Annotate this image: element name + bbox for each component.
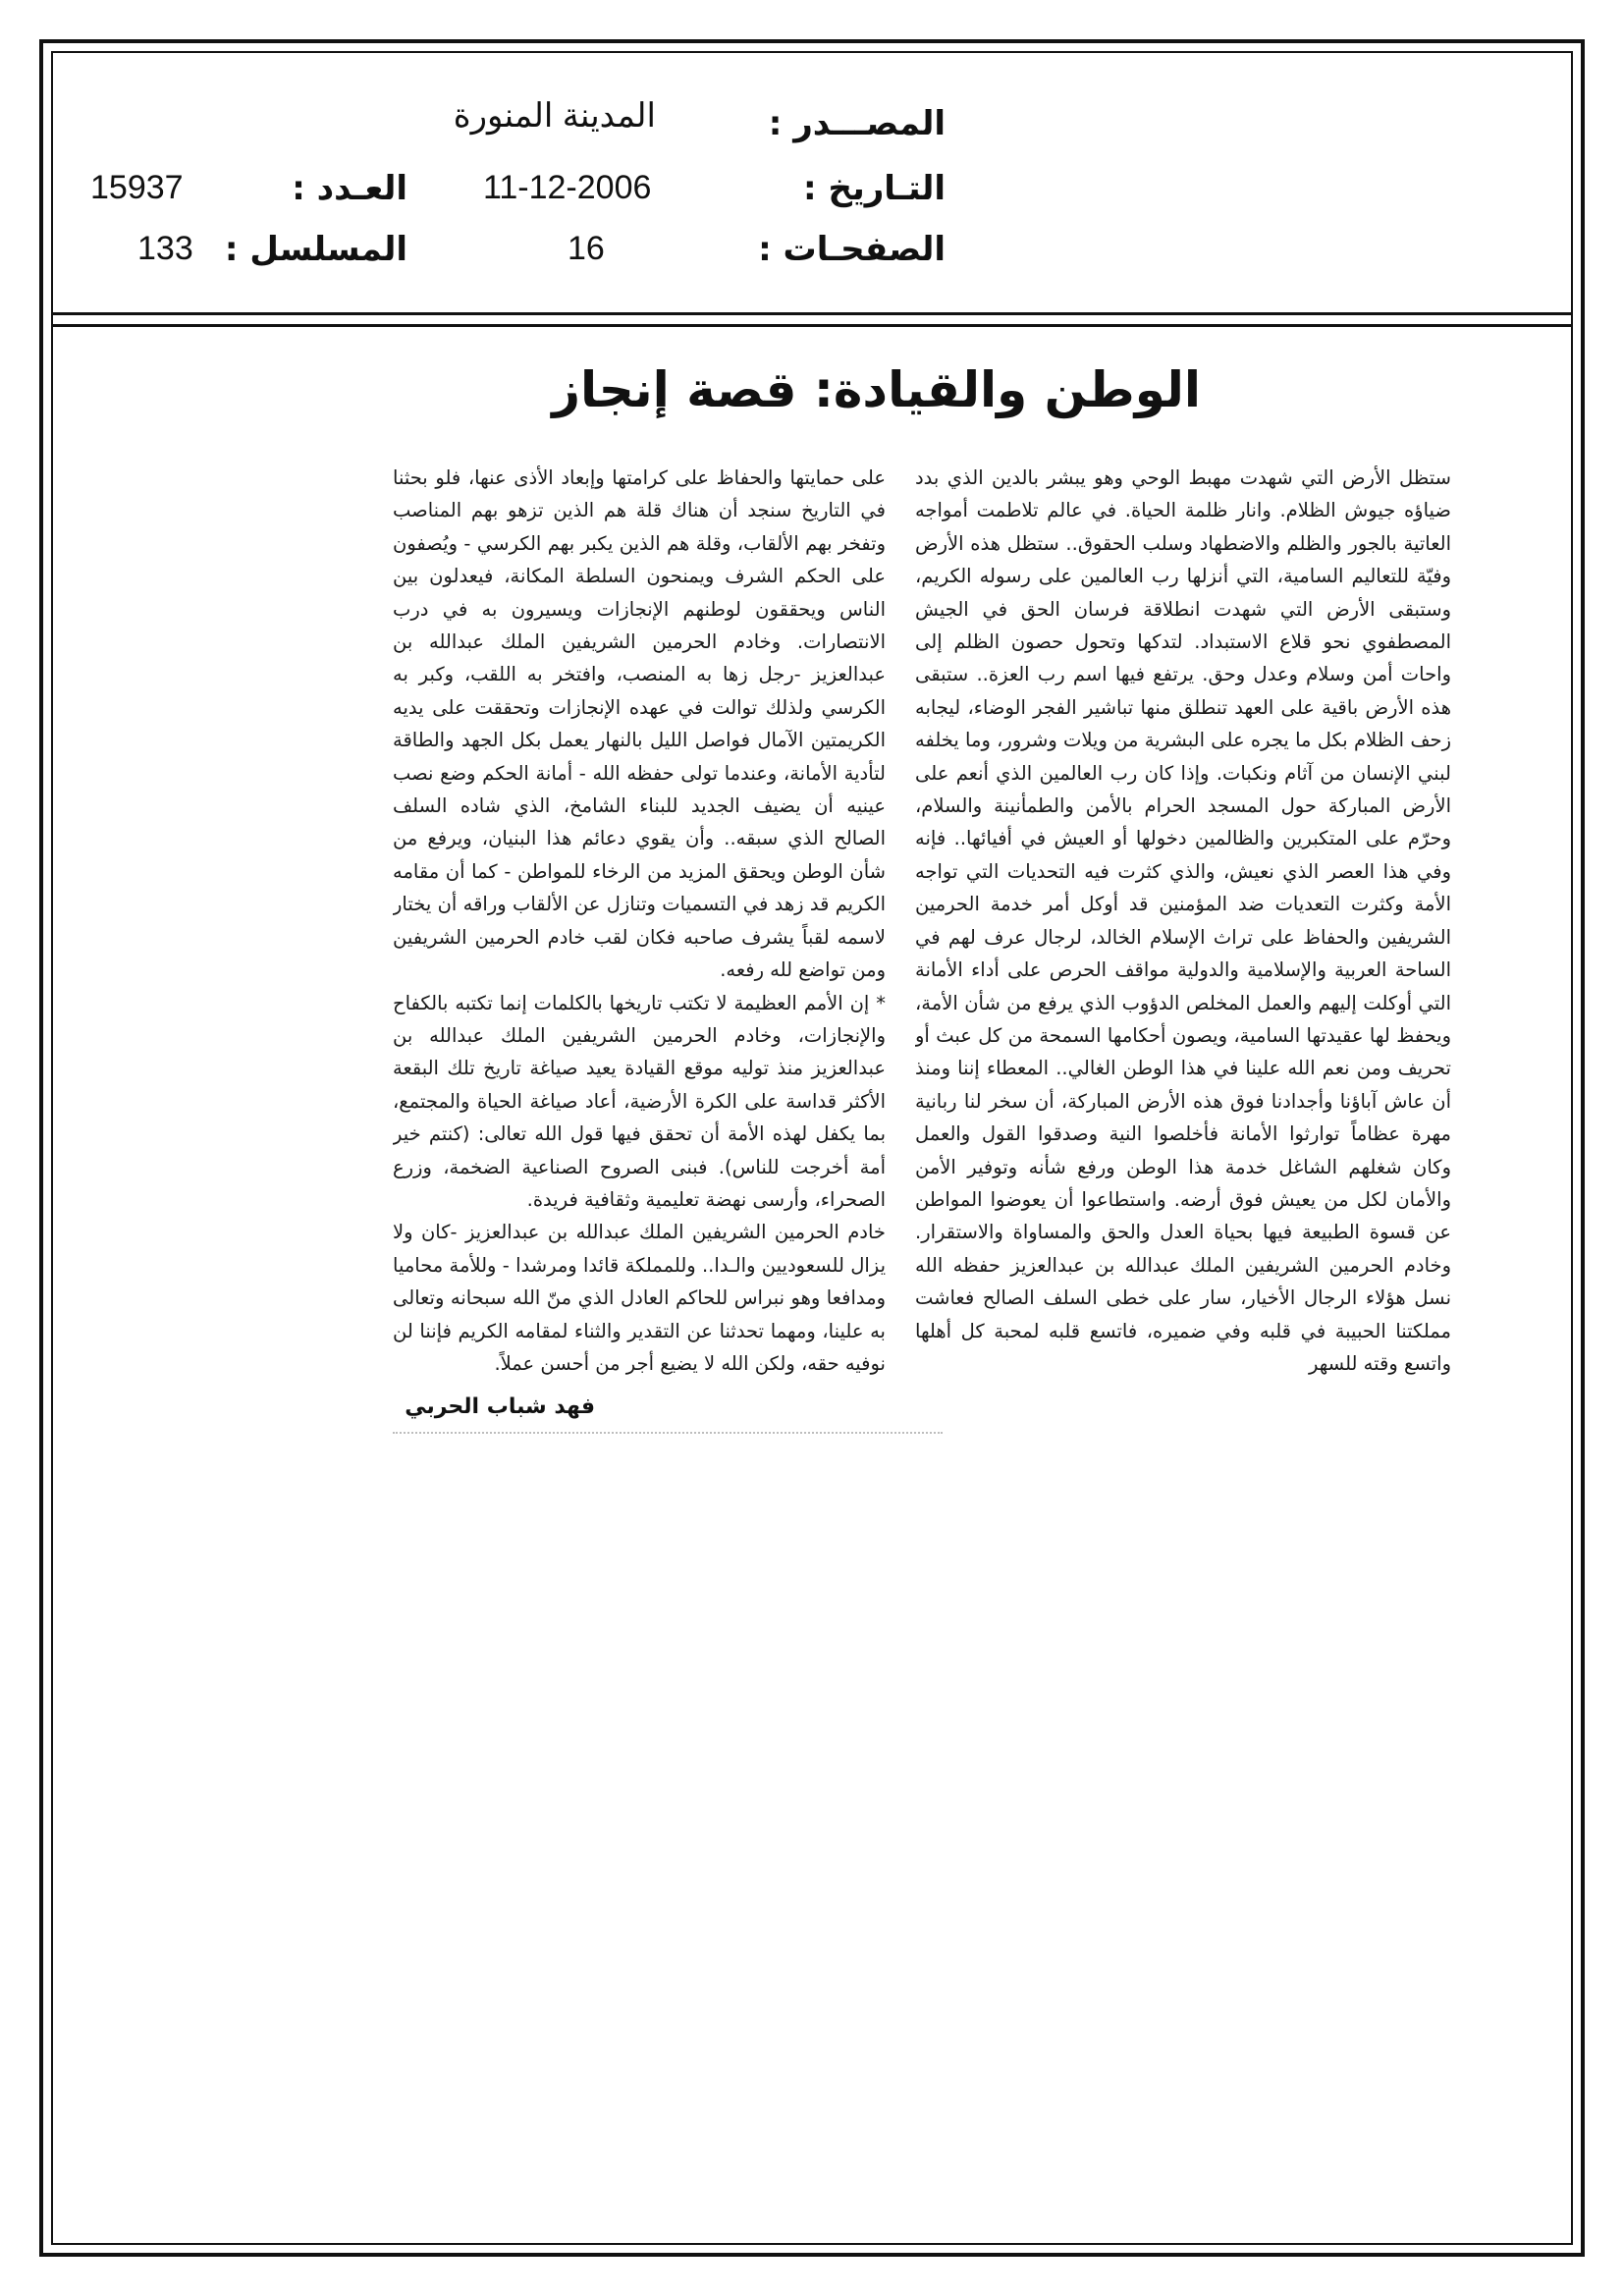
serial-label: المسلسل :	[224, 230, 407, 269]
article-left-column	[393, 462, 886, 1385]
source-value: المدينة المنورة	[453, 97, 656, 135]
article-paragraph: خادم الحرمين الشريفين الملك عبدالله بن عبدالعزيز -كان ولا يزال للسعوديين والـدا.. وللمملكة قائدا ومرشدا - وللأمة محاميا ومدافعا وهو نبراس للحاكم العادل الذي منّ الله سبحانه وتعالى به علينا، ومهما تحدثنا عن التقدير والثناء لمقامه الكريم فإننا لن نوفيه حقه، ولكن الله لا يضيع أجر من أحسن عملاً.	[393, 1221, 886, 1375]
article-paragraph: على حمايتها والحفاظ على كرامتها وإبعاد الأذى عنها، فلو بحثنا في التاريخ سنجد أن هناك قلة هم الذين تزهو بهم المناصب وتفخر بهم الألقاب، وقلة هم الذين يكبر بهم الكرسي - ويُصفون على الحكم الشرف ويمنحون السلطة المكانة، فيعدلون بين الناس ويحققون لوطنهم الإنجازات ويسيرون به في درب الانتصارات. وخادم الحرمين الشريفين الملك عبدالله بن عبدالعزيز -رجل زها به المنصب، وافتخر به اللقب، وكبر به الكرسي ولذلك توالت في عهده الإنجازات وتحققت على يديه الكريمتين الآمال فواصل الليل بالنهار يعمل بكل الجهد والطاقة لتأدية الأمانة، وعندما تولى حفظه الله - أمانة الحكم وضع نصب عينيه أن يضيف الجديد للبناء الشامخ، الذي شاده السلف الصالح الذي سبقه.. وأن يقوي دعائم هذا البنيان، ويرفع من شأن الوطن ويحقق المزيد من الرخاء للمواطن - كما أن مقامه الكريم قد زهد في التسميات وتنازل عن الألقاب وراقه أن يختار لاسمه لقباً يشرف صاحبه فكان لقب خادم الحرمين الشريفين ومن تواضع لله رفعه.	[393, 466, 886, 982]
article-author: فهد شباب الحربي	[405, 1394, 595, 1419]
header-divider-bottom	[51, 324, 1573, 327]
scan-speckle-line	[393, 1432, 943, 1437]
article-title: الوطن والقيادة: قصة إنجاز	[552, 361, 1201, 418]
date-value: 11-12-2006	[483, 169, 652, 206]
serial-value: 133	[137, 230, 193, 267]
source-label: المصـــدر :	[768, 104, 946, 143]
header-divider-top	[51, 312, 1573, 315]
pages-label: الصفحـات :	[758, 230, 946, 269]
issue-value: 15937	[90, 169, 184, 206]
date-label: التـاريخ :	[803, 169, 946, 208]
article-right-column	[915, 462, 1451, 1453]
article-paragraph: ستظل الأرض التي شهدت مهبط الوحي وهو يبشر بالدين الذي بدد ضياؤه جيوش الظلام. وانار ظلمة الحياة. في عالم تلاطمت أمواجه العاتية بالجور والظلم والاضطهاد وسلب الحقوق.. ستظل هذه الأرض وفيّة للتعاليم السامية، التي أنزلها رب العالمين على رسوله الكريم، وستبقى الأرض التي شهدت انطلاقة فرسان الحق في الجيش المصطفوي نحو قلاع الاستبداد. لتدكها وتحول حصون الظلم إلى واحات أمن وسلام وعدل وحق. يرتفع فيها اسم رب العزة.. ستبقى هذه الأرض باقية على العهد تنطلق منها تباشير الفجر الوضاء، ليجابه زحف الظلام بكل ما يجره على البشرية من ويلات وشرور، وما يخلفه لبني الإنسان من آثام ونكبات. وإذا كان رب العالمين الذي أنعم على الأرض المباركة حول المسجد الحرام بالأمن والطمأنينة والسلام، وحرّم على المتكبرين والظالمين دخولها أو العيش في أفيائها.. فإنه وفي هذا العصر الذي نعيش، والذي كثرت فيه التحديات التي تواجه الأمة وكثرت التعديات ضد المؤمنين قد أوكل أمر خدمة الحرمين الشريفين والحفاظ على تراث الإسلام الخالد، لرجال عرف لهم في الساحة العربية والإسلامية والدولية مواقف الحرص على أداء الأمانة التي أوكلت إليهم والعمل المخلص الدؤوب الذي يرفع من شأن الأمة، ويحفظ لها عقيدتها السامية، ويصون أحكامها السمحة من كل عبث أو تحريف ومن نعم الله علينا في هذا الوطن الغالي.. المعطاء إننا ومنذ أن عاش آباؤنا وأجدادنا فوق هذه الأرض المباركة، أن سخر لنا ربانية مهرة عظاماً توارثوا الأمانة فأخلصوا النية وصدقوا القول والعمل وكان شغلهم الشاغل خدمة هذا الوطن ورفع شأنه وتوفير الأمن والأمان لكل من يعيش فوق أرضه. واستطاعوا أن يعوضوا المواطن عن قسوة الطبيعة فيها بحياة العدل والحق والمساواة والاستقرار. وخادم الحرمين الشريفين الملك عبدالله بن عبدالعزيز حفظه الله نسل هؤلاء الرجال الأخيار، سار على خطى السلف الصالح فعاشت مملكتنا الحبيبة في قلبه وفي ضميره، فاتسع قلبه لمحبة كل أهلها واتسع وقته للسهر	[915, 466, 1451, 1375]
pages-value: 16	[568, 230, 605, 267]
issue-label: العـدد :	[292, 169, 407, 208]
article-paragraph: * إن الأمم العظيمة لا تكتب تاريخها بالكلمات إنما تكتبه بالكفاح والإنجازات، وخادم الحرمين الشريفين الملك عبدالله بن عبدالعزيز منذ توليه موقع القيادة يعيد صياغة تاريخ تلك البقعة الأكثر قداسة على الكرة الأرضية، أعاد صياغة الحياة والمجتمع، بما يكفل لهذه الأمة أن تحقق فيها قول الله تعالى: (كنتم خير أمة أخرجت للناس). فبنى الصروح الصناعية الضخمة، وزرع الصحراء، وأرسى نهضة تعليمية وثقافية فريدة.	[393, 991, 886, 1211]
